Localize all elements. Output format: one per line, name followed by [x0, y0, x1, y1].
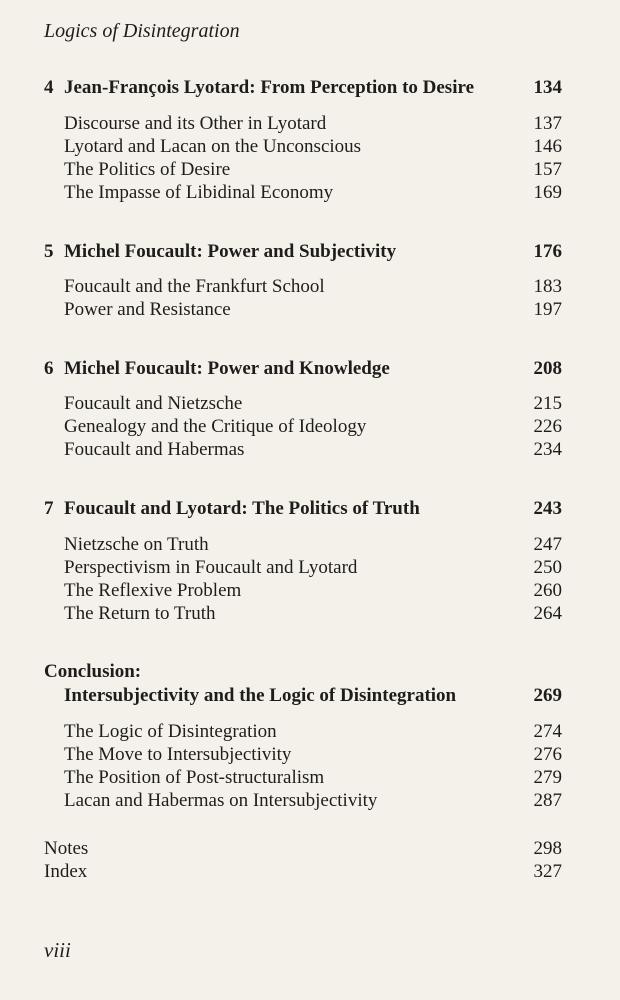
chapter-entry	[44, 76, 562, 100]
section-title: Genealogy and the Critique of Ideology	[64, 416, 367, 437]
chapter-title: Jean-François Lyotard: From Perception to Desire	[64, 77, 475, 98]
page-number: 279	[533, 767, 562, 788]
section-entry	[64, 720, 562, 744]
section-title: Power and Resistance	[64, 299, 231, 320]
section-entry	[64, 181, 562, 205]
back-matter-title: Notes	[44, 838, 89, 859]
page-number: 250	[533, 557, 562, 578]
chapter-title: Michel Foucault: Power and Knowledge	[64, 358, 390, 379]
page-number: 137	[533, 113, 562, 134]
page-number: 146	[533, 136, 562, 157]
conclusion-entry	[64, 684, 562, 708]
section-entry	[64, 135, 562, 159]
section-entry	[64, 533, 562, 557]
section-title: The Position of Post-structuralism	[64, 767, 325, 788]
running-header: Logics of Disintegration	[44, 20, 240, 42]
page-number: 176	[533, 241, 562, 262]
section-title: Perspectivism in Foucault and Lyotard	[64, 557, 358, 578]
section-title: Discourse and its Other in Lyotard	[64, 113, 327, 134]
section-entry	[64, 602, 562, 626]
page-number: 264	[533, 603, 562, 624]
section-entry	[64, 579, 562, 603]
section-title: The Logic of Disintegration	[64, 721, 277, 742]
back-matter-entry	[44, 837, 562, 861]
section-title: The Reflexive Problem	[64, 580, 242, 601]
page-number: 157	[533, 159, 562, 180]
page-number: 243	[533, 498, 562, 519]
chapter-title: Foucault and Lyotard: The Politics of Truth	[64, 498, 420, 519]
section-title: The Politics of Desire	[64, 159, 231, 180]
section-entry	[64, 112, 562, 136]
page-number: 234	[533, 439, 562, 460]
chapter-number: 4	[44, 77, 54, 98]
page-number: 208	[533, 358, 562, 379]
section-title: Foucault and Habermas	[64, 439, 245, 460]
page-number: 215	[533, 393, 562, 414]
page-number: 287	[533, 790, 562, 811]
chapter-entry	[44, 497, 562, 521]
conclusion-label-line	[44, 660, 562, 684]
section-title: The Return to Truth	[64, 603, 216, 624]
chapter-entry	[44, 357, 562, 381]
section-entry	[64, 556, 562, 580]
folio-page-number: viii	[44, 938, 71, 962]
back-matter-title: Index	[44, 861, 88, 882]
section-title: Nietzsche on Truth	[64, 534, 209, 555]
section-title: Foucault and the Frankfurt School	[64, 276, 325, 297]
page-number: 327	[533, 861, 562, 882]
page-number: 226	[533, 416, 562, 437]
section-entry	[64, 438, 562, 462]
chapter-number: 6	[44, 358, 54, 379]
section-entry	[64, 392, 562, 416]
chapter-number: 7	[44, 498, 54, 519]
page-number: 134	[533, 77, 562, 98]
section-entry	[64, 743, 562, 767]
section-title: Lacan and Habermas on Intersubjectivity	[64, 790, 378, 811]
section-entry	[64, 298, 562, 322]
section-title: Foucault and Nietzsche	[64, 393, 243, 414]
section-entry	[64, 789, 562, 813]
section-entry	[64, 275, 562, 299]
section-title: The Impasse of Libidinal Economy	[64, 182, 334, 203]
page-number: 260	[533, 580, 562, 601]
chapter-entry	[44, 240, 562, 264]
section-entry	[64, 415, 562, 439]
page-number: 276	[533, 744, 562, 765]
page-number: 269	[533, 685, 562, 706]
page-number: 298	[533, 838, 562, 859]
back-matter-entry	[44, 860, 562, 884]
page-number: 247	[533, 534, 562, 555]
page-number: 183	[533, 276, 562, 297]
conclusion-title: Intersubjectivity and the Logic of Disintegration	[64, 685, 457, 706]
page-number: 274	[533, 721, 562, 742]
page-number: 197	[533, 299, 562, 320]
page-number: 169	[533, 182, 562, 203]
chapter-title: Michel Foucault: Power and Subjectivity	[64, 241, 397, 262]
chapter-number: 5	[44, 241, 54, 262]
section-entry	[64, 766, 562, 790]
section-entry	[64, 158, 562, 182]
conclusion-label: Conclusion:	[44, 661, 142, 682]
section-title: The Move to Intersubjectivity	[64, 744, 292, 765]
section-title: Lyotard and Lacan on the Unconscious	[64, 136, 362, 157]
